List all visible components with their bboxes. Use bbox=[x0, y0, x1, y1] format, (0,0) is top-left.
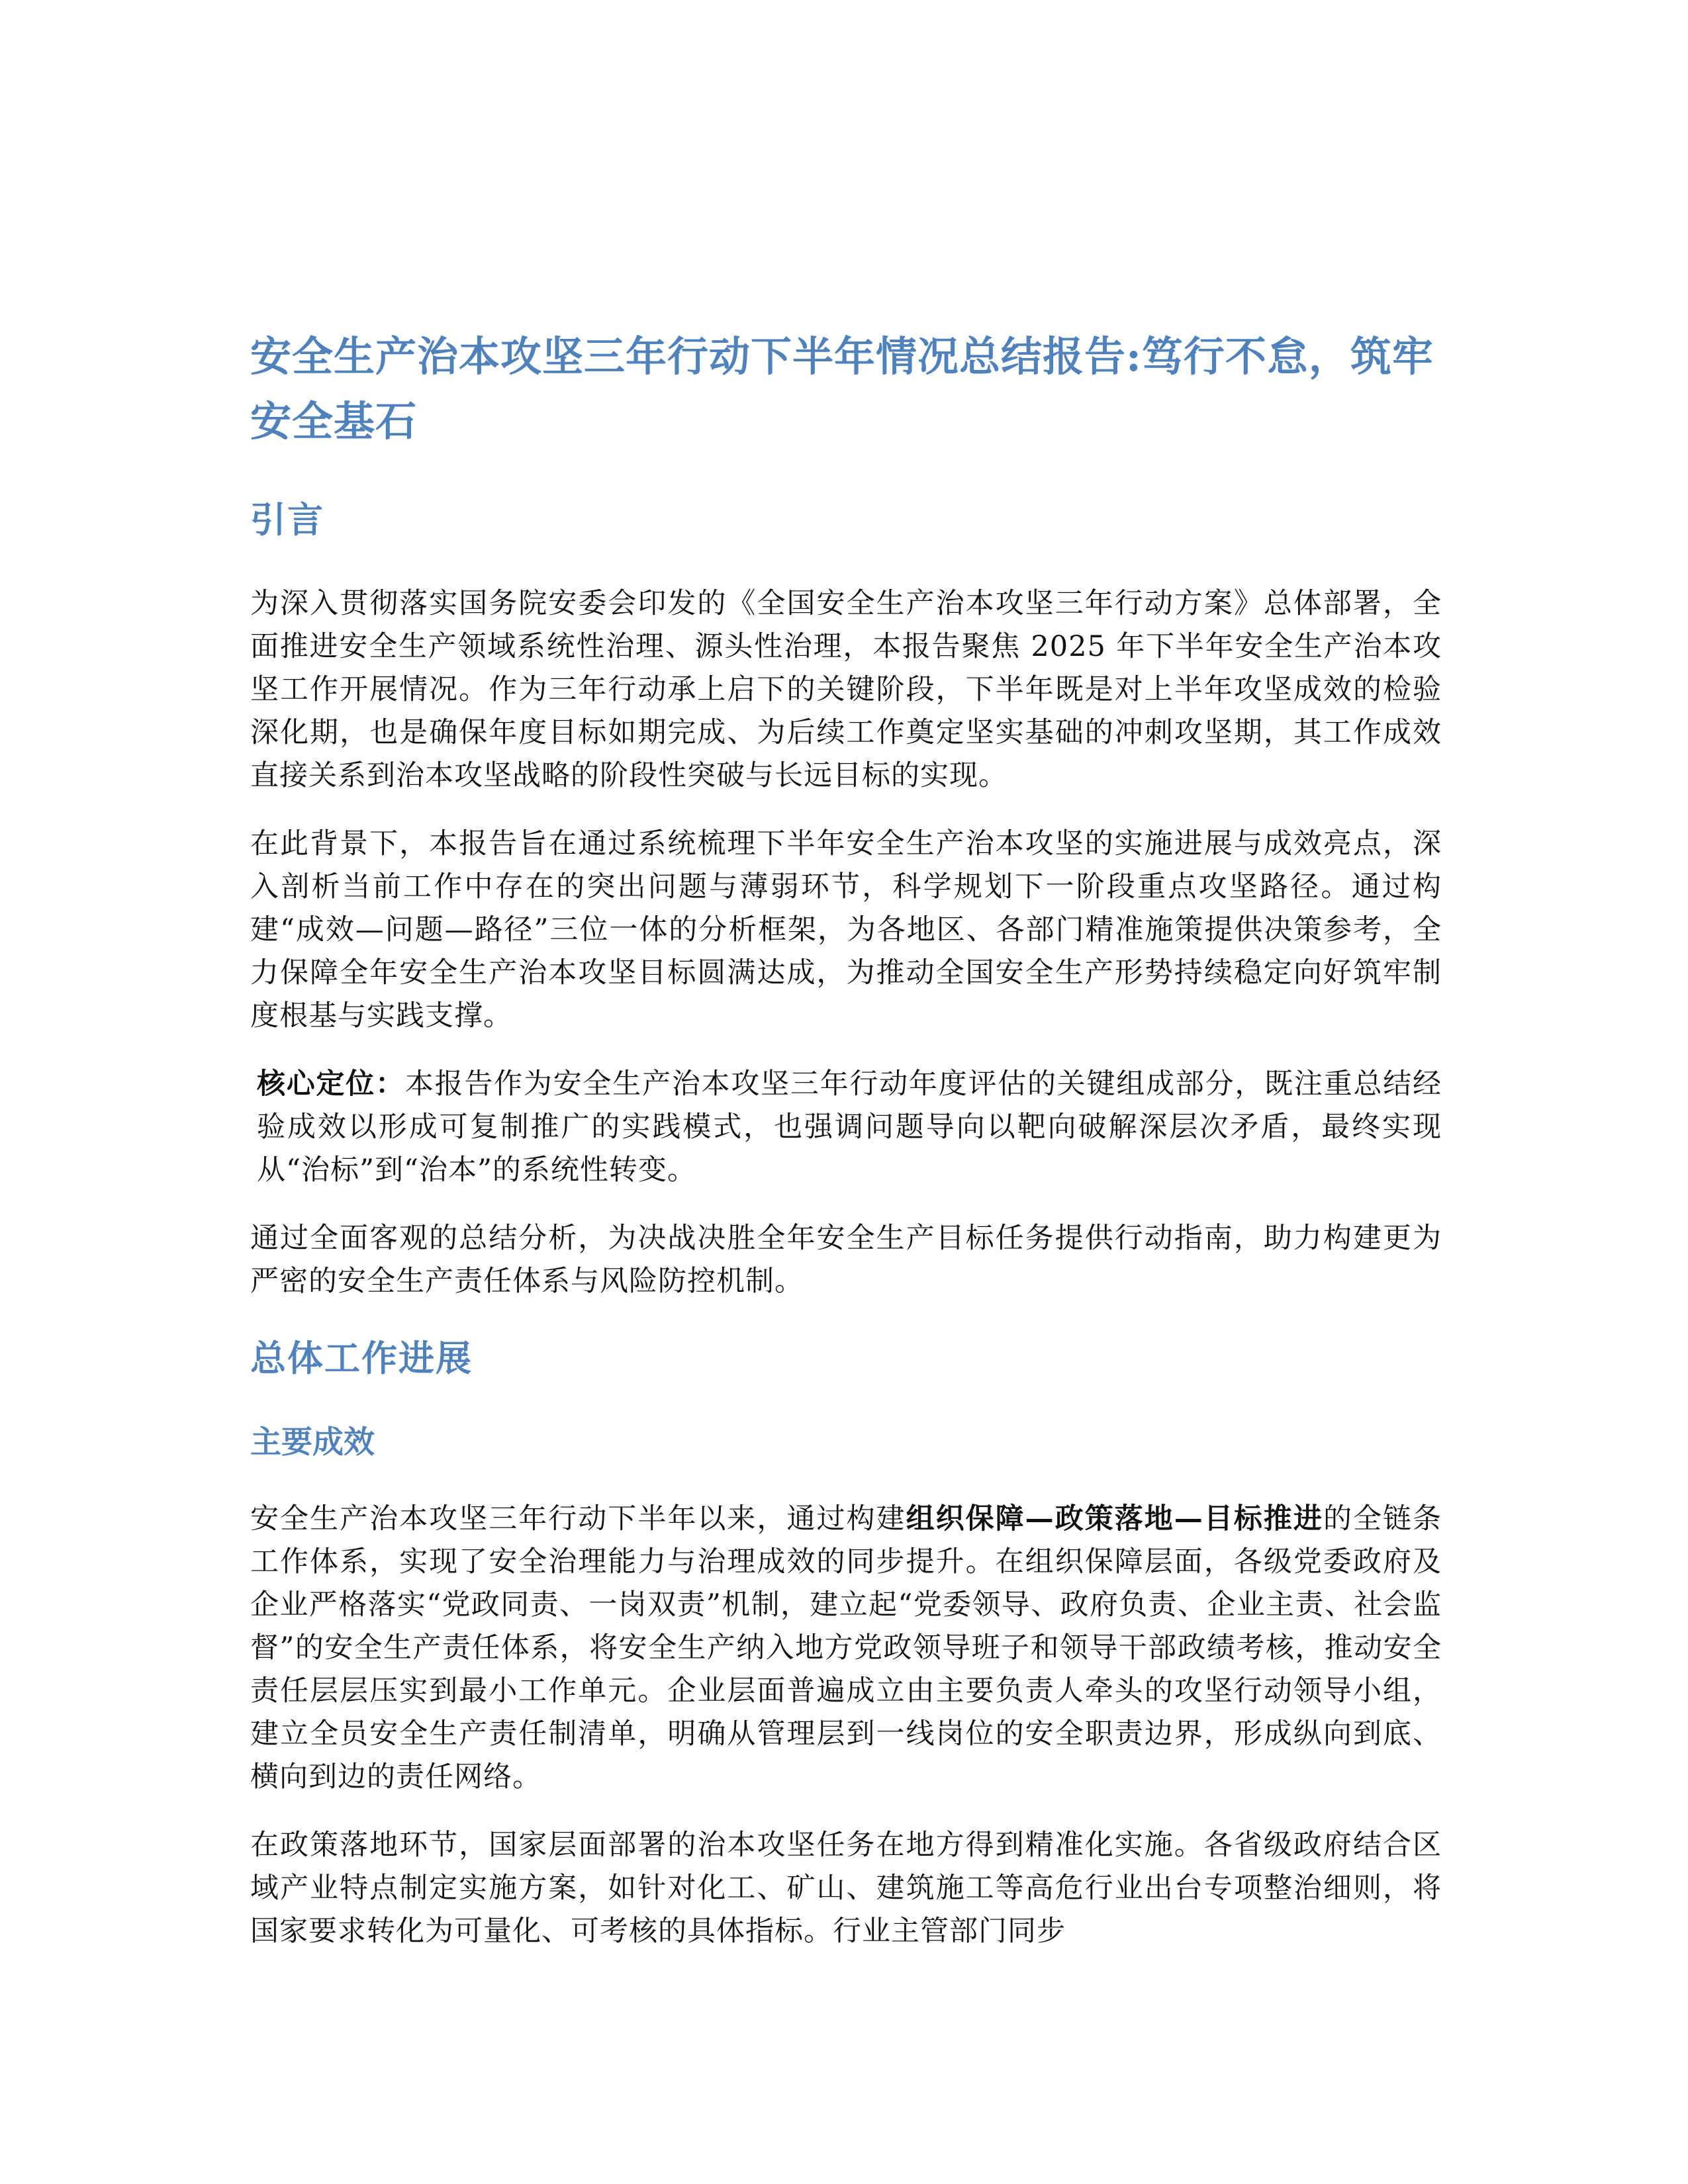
document-page bbox=[250, 324, 1442, 1978]
intro-paragraph-2: 在此背景下，本报告旨在通过系统梳理下半年安全生产治本攻坚的实施进展与成效亮点，深入剖析当前工作中存在的突出问题与薄弱环节，科学规划下一阶段重点攻坚路径。通过构建“成效—问题—路径”三位一体的分析框架，为各地区、各部门精准施策提供决策参考，全力保障全年安全生产治本攻坚目标圆满达成，为推动全国安全生产形势持续稳定向好筑牢制度根基与实践支撑。 bbox=[250, 827, 1442, 1032]
progress-p1-rest: 的全链条工作体系，实现了安全治理能力与治理成效的同步提升。在组织保障层面，各级党委政府及企业严格落实“党政同责、一岗双责”机制，建立起“党委领导、政府负责、企业主责、社会监督”的安全生产责任体系，将安全生产纳入地方党政领导班子和领导干部政绩考核，推动安全责任层层压实到最小工作单元。企业层面普遍成立由主要负责人牵头的攻坚行动领导小组，建立全员安全生产责任制清单，明确从管理层到一线岗位的安全职责边界，形成纵向到底、横向到边的责任网络。 bbox=[250, 1502, 1442, 1794]
core-positioning-text: 本报告作为安全生产治本攻坚三年行动年度评估的关键组成部分，既注重总结经验成效以形成可复制推广的实践模式，也强调问题导向以靶向破解深层次矛盾，最终实现从“治标”到“治本”的系统性转变。 bbox=[257, 1068, 1442, 1187]
intro-paragraph-1: 为深入贯彻落实国务院安委会印发的《全国安全生产治本攻坚三年行动方案》总体部署，全面推进安全生产领域系统性治理、源头性治理，本报告聚焦 2025 年下半年安全生产治本攻坚工作开展情况。作为三年行动承上启下的关键阶段，下半年既是对上半年攻坚成效的检验深化期，也是确保年度目标如期完成、为后续工作奠定坚实基础的冲刺攻坚期，其工作成效直接关系到治本攻坚战略的阶段性突破与长远目标的实现。 bbox=[250, 587, 1442, 792]
document-title: 安全生产治本攻坚三年行动下半年情况总结报告:笃行不怠，筑牢安全基石 bbox=[250, 332, 1434, 445]
intro-paragraph-core-positioning bbox=[250, 1063, 1442, 1192]
progress-p1-lead: 安全生产治本攻坚三年行动下半年以来，通过构建 bbox=[250, 1502, 906, 1535]
intro-paragraph-4: 通过全面客观的总结分析，为决战决胜全年安全生产目标任务提供行动指南，助力构建更为严密的安全生产责任体系与风险防控机制。 bbox=[250, 1222, 1442, 1298]
core-positioning-label: 核心定位： bbox=[257, 1068, 405, 1101]
progress-paragraph-1 bbox=[250, 1498, 1442, 1799]
subsection-heading-main-results: 主要成效 bbox=[250, 1424, 375, 1461]
section-spacer bbox=[250, 1328, 1442, 1334]
progress-paragraph-2: 在政策落地环节，国家层面部署的治本攻坚任务在地方得到精准化实施。各省级政府结合区域产业特点制定实施方案，如针对化工、矿山、建筑施工等高危行业出台专项整治细则，将国家要求转化为可量化、可考核的具体指标。行业主管部门同步 bbox=[250, 1829, 1442, 1948]
progress-p1-emphasis: 组织保障—政策落地—目标推进 bbox=[906, 1502, 1323, 1535]
section-heading-progress: 总体工作进展 bbox=[250, 1337, 473, 1379]
section-heading-intro: 引言 bbox=[250, 498, 324, 541]
